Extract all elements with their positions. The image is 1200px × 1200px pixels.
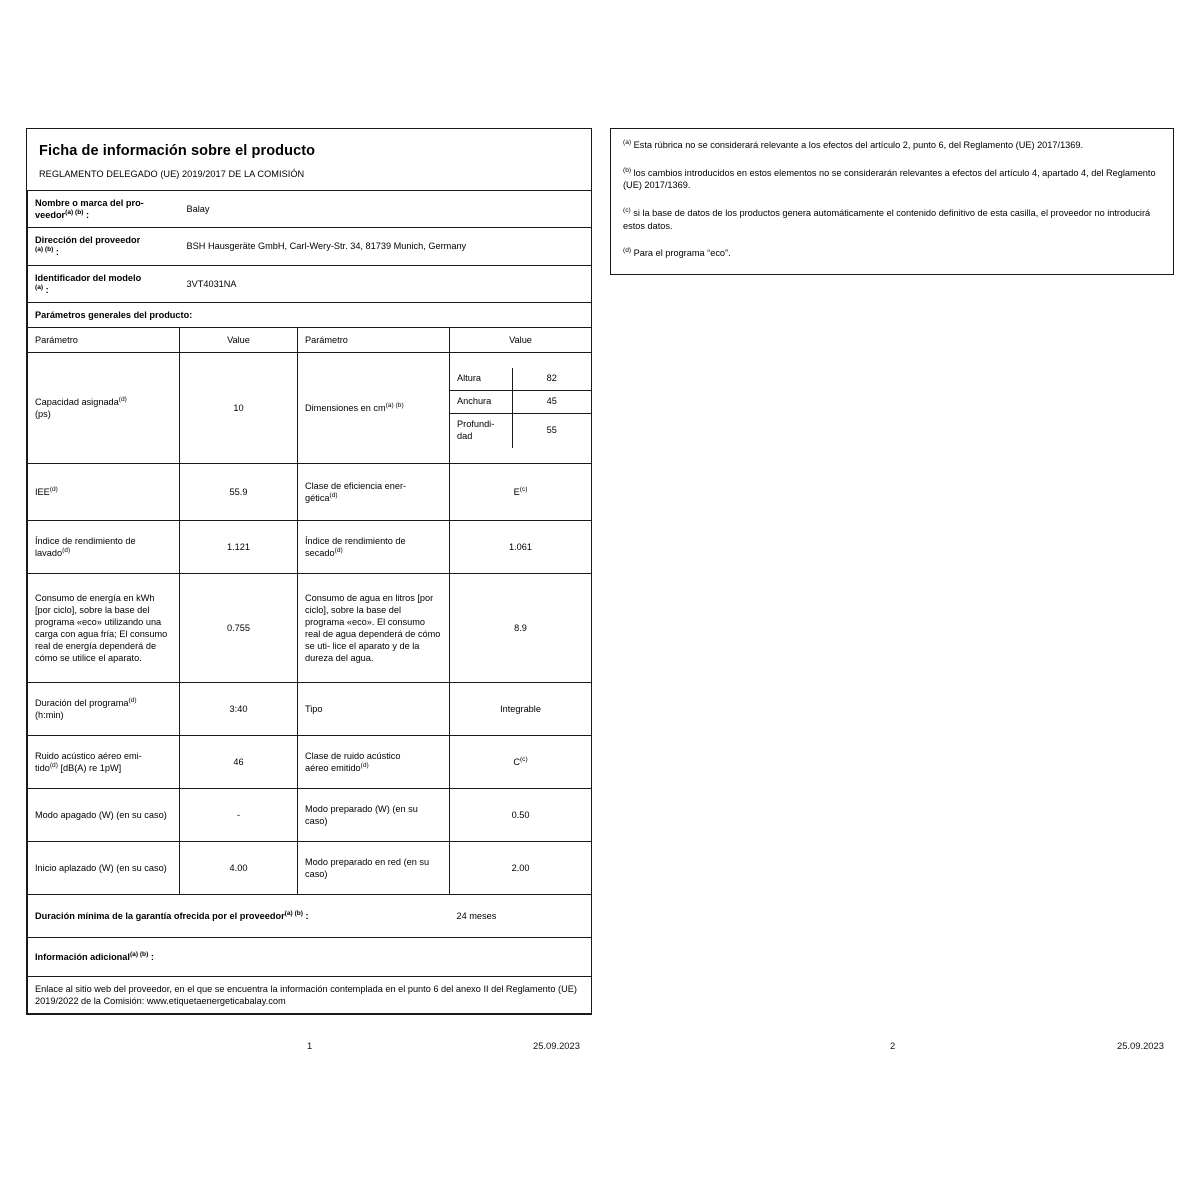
program-duration-value-cell: 3:40	[180, 683, 298, 736]
address-label-cell	[28, 228, 180, 265]
footnote-marker-a: (a)	[623, 138, 632, 146]
capacity-value-cell: 10	[180, 353, 298, 464]
noise-class-value-cell	[450, 736, 592, 789]
energy-class-label-line1: Clase de eficiencia ener-	[305, 480, 407, 491]
page2-date: 25.09.2023	[1117, 1040, 1164, 1051]
model-label-line1: Identificador del modelo	[35, 272, 142, 283]
regulation-subtitle: REGLAMENTO DELEGADO (UE) 2019/2017 DE LA COMISIÓN	[39, 169, 305, 179]
dimensions-label-superscript: (a) (b)	[385, 401, 404, 409]
off-mode-label-cell: Modo apagado (W) (en su caso)	[28, 789, 180, 842]
water-consumption-value-cell: 8.9	[450, 574, 592, 683]
supplier-label-colon: :	[83, 210, 90, 221]
additional-info-label-superscript: (a) (b)	[129, 950, 149, 958]
dimension-row-height	[450, 368, 591, 390]
column-header-parameter-2: Parámetro	[298, 327, 450, 352]
dimension-name-height: Altura	[450, 368, 512, 390]
noise-class-label-superscript: (d)	[360, 762, 369, 770]
product-information-sheet	[26, 128, 592, 1015]
off-mode-value-cell: -	[180, 789, 298, 842]
footnote-text-a: Esta rúbrica no se considerará relevante a los efectos del artículo 2, punto 6, del Reglamento (UE) 2017/1369.	[633, 140, 1084, 150]
warranty-label-colon: :	[302, 911, 309, 922]
warranty-label-superscript: (a) (b)	[284, 909, 303, 917]
table-row-supplier	[28, 191, 592, 228]
noise-class-label-line1: Clase de ruido acústico	[305, 750, 401, 761]
energy-class-value-superscript: (c)	[519, 485, 528, 493]
model-label-colon: :	[43, 284, 49, 295]
energy-class-value: E	[513, 487, 520, 498]
model-value-cell: 3VT4031NA	[180, 265, 592, 302]
column-header-value-2: Value	[450, 327, 592, 352]
address-label-line1: Dirección del proveedor	[35, 235, 141, 246]
dimensions-label-cell	[298, 353, 450, 464]
network-standby-label-cell: Modo preparado en red (en su caso)	[298, 842, 450, 895]
table-header-row	[28, 327, 592, 352]
footnote-marker-d: (d)	[623, 247, 632, 255]
page2-number: 2	[890, 1040, 896, 1051]
noise-class-label-cell	[298, 736, 450, 789]
water-consumption-label-cell: Consumo de agua en litros [por ciclo], sobre la base del programa «eco». El consumo real de agua dependerá de cómo se uti- lice el aparato y de la dureza del agua.	[298, 574, 450, 683]
table-row-duration	[28, 683, 592, 736]
table-row-general-params	[28, 302, 592, 327]
address-label-superscript: (a) (b)	[35, 246, 54, 254]
noise-class-value: C	[513, 757, 520, 768]
footnote-a	[623, 139, 1161, 152]
noise-class-value-superscript: (c)	[519, 755, 528, 763]
footnote-text-b: los cambios introducidos en estos elementos no se considerarán relevantes a efectos del artículo 4, apartado 4, del Reglamento (UE) 2017/1369.	[623, 167, 1156, 191]
table-row-address	[28, 228, 592, 265]
page1-date: 25.09.2023	[533, 1040, 580, 1051]
program-duration-label-line1: Duración del programa	[35, 697, 129, 708]
footnote-marker-c: (c)	[623, 207, 631, 214]
footnote-b	[623, 167, 1161, 192]
washing-index-label-line2: lavado	[35, 548, 63, 559]
dimensions-label-text: Dimensiones en cm	[305, 403, 386, 414]
noise-label-line3: [dB(A) re 1pW]	[57, 763, 122, 774]
washing-index-label-superscript: (d)	[62, 547, 71, 555]
footnote-text-d: Para el programa “eco”.	[633, 248, 731, 259]
supplier-value-cell: Balay	[180, 191, 592, 228]
table-row-off-mode	[28, 789, 592, 842]
table-row-additional-text	[28, 977, 592, 1014]
supplier-label-line1: Nombre o marca del pro-	[35, 198, 144, 208]
program-duration-label-line2: (h:min)	[35, 710, 64, 721]
type-value-cell: Integrable	[450, 683, 592, 736]
washing-index-label-line1: Índice de rendimiento de	[35, 535, 136, 546]
additional-info-label-colon: :	[148, 952, 154, 963]
standby-mode-label-cell: Modo preparado (W) (en su caso)	[298, 789, 450, 842]
page1-number: 1	[307, 1040, 313, 1051]
dimensions-values-cell	[450, 353, 592, 464]
table-row-performance	[28, 521, 592, 574]
table-row-additional-header	[28, 938, 592, 977]
warranty-value-cell: 24 meses	[450, 895, 592, 938]
energy-consumption-label-cell: Consumo de energía en kWh [por ciclo], sobre la base del programa «eco» utilizando una carga con agua fría; El consumo real de energía dependerá de cómo se utilice el aparato.	[28, 574, 180, 683]
dimension-row-depth	[450, 414, 591, 448]
dimension-value-height: 82	[512, 368, 591, 390]
drying-index-label-superscript: (d)	[334, 547, 343, 555]
iee-label-text: IEE	[35, 487, 50, 498]
iee-value-cell: 55.9	[180, 464, 298, 521]
capacity-label-line2: (ps)	[35, 409, 51, 420]
noise-label-line2: tido	[35, 763, 50, 774]
standby-mode-value-cell: 0.50	[450, 789, 592, 842]
drying-index-label-line2: secado	[305, 548, 335, 559]
energy-class-label-line2: gética	[305, 493, 330, 504]
footnote-marker-b: (b)	[623, 166, 632, 174]
footnote-text-c: si la base de datos de los productos genera automáticamente el contenido definitivo de esta casilla, el proveedor no introducirá estos datos.	[623, 208, 1151, 231]
noise-class-label-line2: aéreo emitido	[305, 763, 361, 774]
program-duration-label-cell	[28, 683, 180, 736]
dimension-name-width: Anchura	[450, 391, 512, 414]
warranty-label-cell	[28, 895, 450, 938]
table-row-warranty	[28, 895, 592, 938]
footnote-d	[623, 247, 1161, 260]
footnotes-sheet	[610, 128, 1174, 275]
dimensions-subtable	[450, 368, 591, 448]
drying-index-value-cell: 1.061	[450, 521, 592, 574]
dimension-name-depth	[450, 414, 512, 448]
supplier-label-superscript: (a) (b)	[65, 209, 84, 217]
general-params-header: Parámetros generales del producto:	[28, 302, 592, 327]
capacity-label-superscript: (d)	[118, 395, 127, 403]
energy-class-label-cell	[298, 464, 450, 521]
energy-class-value-cell	[450, 464, 592, 521]
capacity-label-line1: Capacidad asignada	[35, 396, 119, 407]
type-label-cell: Tipo	[298, 683, 450, 736]
washing-index-label-cell	[28, 521, 180, 574]
table-row-delay-start	[28, 842, 592, 895]
network-standby-value-cell: 2.00	[450, 842, 592, 895]
table-row-consumption	[28, 574, 592, 683]
drying-index-label-line1: Índice de rendimiento de	[305, 535, 406, 546]
noise-label-superscript: (d)	[49, 762, 58, 770]
column-header-value-1: Value	[180, 327, 298, 352]
program-duration-label-superscript: (d)	[128, 696, 137, 704]
additional-info-label-text: Información adicional	[35, 952, 130, 963]
dimension-row-width	[450, 391, 591, 414]
noise-label-line1: Ruido acústico aéreo emi-	[35, 750, 142, 761]
delay-start-label-cell: Inicio aplazado (W) (en su caso)	[28, 842, 180, 895]
iee-label-cell	[28, 464, 180, 521]
capacity-label-cell	[28, 353, 180, 464]
warranty-label-text: Duración mínima de la garantía ofrecida por el proveedor	[35, 911, 285, 922]
noise-value-cell: 46	[180, 736, 298, 789]
product-info-table	[27, 190, 592, 1014]
model-label-superscript: (a)	[35, 283, 44, 291]
energy-class-label-superscript: (d)	[329, 492, 338, 500]
delay-start-value-cell: 4.00	[180, 842, 298, 895]
additional-info-label-cell	[28, 938, 592, 977]
supplier-label-line2: veedor	[35, 210, 66, 221]
dimension-value-depth: 55	[512, 414, 591, 448]
model-label-cell	[28, 265, 180, 302]
column-header-parameter-1: Parámetro	[28, 327, 180, 352]
noise-label-cell	[28, 736, 180, 789]
table-row-noise	[28, 736, 592, 789]
address-value-cell: BSH Hausgeräte GmbH, Carl-Wery-Str. 34, 81739 Munich, Germany	[180, 228, 592, 265]
supplier-label-cell	[28, 191, 180, 228]
table-row-model	[28, 265, 592, 302]
additional-info-text-cell: Enlace al sitio web del proveedor, en el que se encuentra la información contemplada en el punto 6 del anexo II del Reglamento (UE) 2019/2022 de la Comisión: www.etiquetaenergeticabalay.com	[28, 977, 592, 1014]
address-label-colon: :	[53, 247, 59, 258]
energy-consumption-value-cell: 0.755	[180, 574, 298, 683]
table-row-iee	[28, 464, 592, 521]
dimension-name-depth-line1: Profundi-	[457, 419, 495, 430]
iee-label-superscript: (d)	[49, 485, 58, 493]
page-title: Ficha de información sobre el producto	[39, 143, 316, 159]
drying-index-label-cell	[298, 521, 450, 574]
washing-index-value-cell: 1.121	[180, 521, 298, 574]
dimension-value-width: 45	[512, 391, 591, 414]
table-row-capacity	[28, 353, 592, 464]
footnote-c	[623, 207, 1161, 232]
dimension-name-depth-line2: dad	[457, 431, 473, 442]
